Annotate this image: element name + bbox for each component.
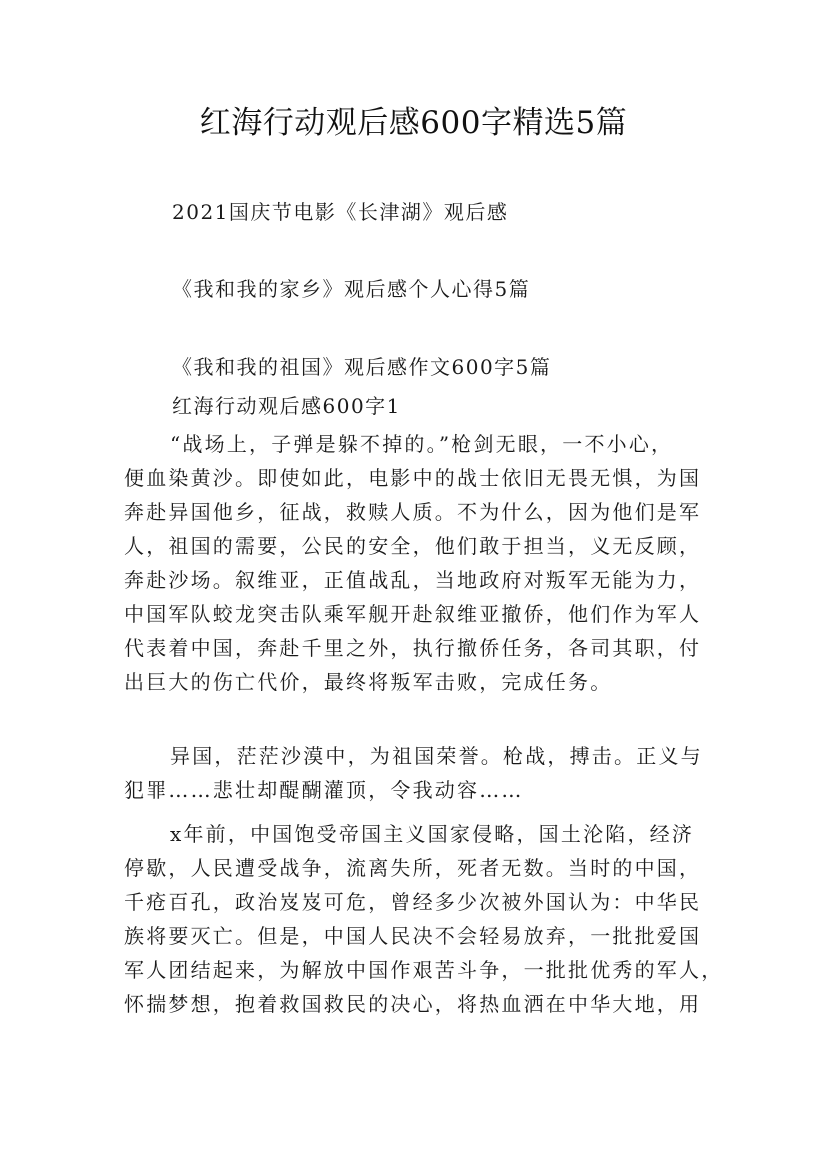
paragraph-line: “战场上，子弹是躲不掉的。”枪剑无眼，一不小心， <box>170 432 674 456</box>
paragraph-line: 停歇，人民遭受战争，流离失所，死者无数。当时的中国， <box>124 856 702 880</box>
paragraph-line: 奔赴异国他乡，征战，救赎人质。不为什么，因为他们是军 <box>124 500 702 524</box>
document-title: 红海行动观后感600字精选5篇 <box>199 105 628 141</box>
paragraph-3 <box>124 817 724 1021</box>
paragraph-line: 怀揣梦想，抱着救国救民的决心，将热血洒在中华大地，用 <box>124 992 702 1016</box>
paragraph-line: x年前，中国饱受帝国主义国家侵略，国土沦陷，经济 <box>170 822 695 846</box>
paragraph-line: 千疮百孔，政治岌岌可危，曾经多少次被外国认为：中华民 <box>124 890 702 914</box>
paragraph-line: 异国，茫茫沙漠中，为祖国荣誉。枪战，搏击。正义与 <box>170 744 703 768</box>
paragraph-line: 中国军队蛟龙突击队乘军舰开赴叙维亚撤侨，他们作为军人 <box>124 602 702 626</box>
paragraph-line: 便血染黄沙。即使如此，电影中的战士依旧无畏无惧，为国 <box>124 466 702 490</box>
paragraph-line: 人，祖国的需要，公民的安全，他们敢于担当，义无反顾， <box>124 534 702 558</box>
paragraph-line: 军人团结起来，为解放中国作艰苦斗争，一批批优秀的军人， <box>124 958 724 982</box>
related-article-link[interactable]: 《我和我的祖国》观后感作文600字5篇 <box>172 355 552 379</box>
section-heading: 红海行动观后感600字1 <box>172 394 401 418</box>
paragraph-line: 出巨大的伤亡代价，最终将叛军击败，完成任务。 <box>124 670 613 694</box>
paragraph-line: 族将要灭亡。但是，中国人民决不会轻易放弃，一批批爱国 <box>124 924 702 948</box>
paragraph-1 <box>124 427 714 699</box>
paragraph-2 <box>124 739 714 807</box>
paragraph-line: 代表着中国，奔赴千里之外，执行撤侨任务，各司其职，付 <box>124 636 702 660</box>
related-article-link[interactable]: 《我和我的家乡》观后感个人心得5篇 <box>172 277 531 301</box>
related-article-link[interactable]: 2021国庆节电影《长津湖》观后感 <box>172 200 509 224</box>
paragraph-line: 奔赴沙场。叙维亚，正值战乱，当地政府对叛军无能为力， <box>124 568 702 592</box>
paragraph-line: 犯罪……悲壮却醍醐灌顶，令我动容…… <box>124 778 524 802</box>
